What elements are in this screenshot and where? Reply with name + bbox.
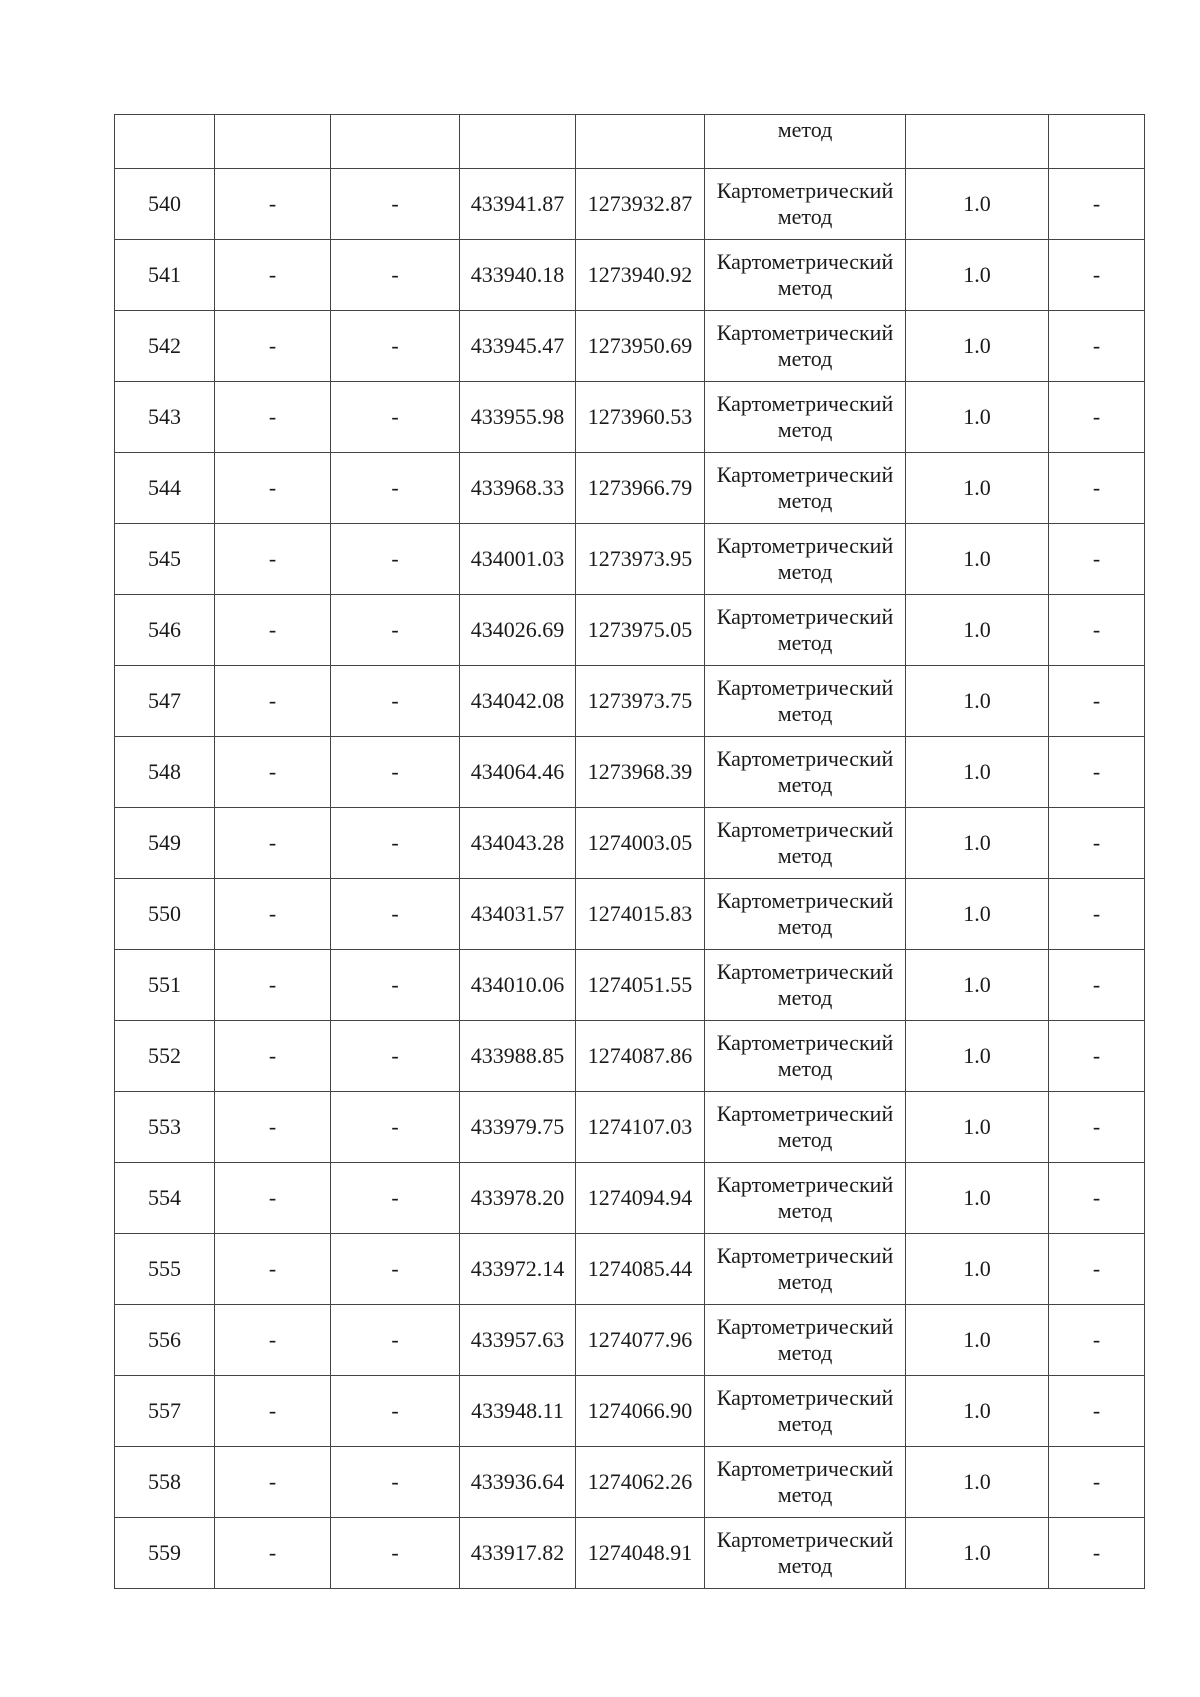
cell-col2: - [215,1518,331,1589]
table-row [115,595,1145,666]
cell-x: 434042.08 [460,666,576,737]
method-line-2: метод [777,488,833,513]
cell-accuracy: 1.0 [906,1163,1049,1234]
cell-col8: - [1049,311,1145,382]
cell-method [705,169,906,240]
cell-point-number: 548 [115,737,215,808]
cell-accuracy [906,115,1049,169]
method-line-1: Картометрический [716,1527,894,1552]
cell-col8: - [1049,524,1145,595]
method-line-1: Картометрический [716,1385,894,1410]
method-line-2: метод [777,1340,833,1365]
cell-col3: - [331,879,460,950]
cell-accuracy: 1.0 [906,666,1049,737]
method-line-1: Картометрический [716,1030,894,1055]
cell-y: 1274066.90 [576,1376,705,1447]
cell-y: 1273968.39 [576,737,705,808]
cell-col2: - [215,1092,331,1163]
cell-point-number: 552 [115,1021,215,1092]
cell-col8: - [1049,382,1145,453]
cell-col3: - [331,1305,460,1376]
cell-point-number: 544 [115,453,215,524]
cell-col2 [215,115,331,169]
cell-col3 [331,115,460,169]
method-line-1: Картометрический [716,604,894,629]
cell-method [705,666,906,737]
cell-method [705,1447,906,1518]
cell-col3: - [331,524,460,595]
cell-point-number: 555 [115,1234,215,1305]
cell-point-number: 553 [115,1092,215,1163]
method-line-2: метод [777,701,833,726]
method-line-1: Картометрический [716,1243,894,1268]
cell-x: 433972.14 [460,1234,576,1305]
cell-x [460,115,576,169]
cell-accuracy: 1.0 [906,382,1049,453]
cell-col3: - [331,1092,460,1163]
cell-accuracy: 1.0 [906,311,1049,382]
cell-y: 1274077.96 [576,1305,705,1376]
cell-col2: - [215,950,331,1021]
cell-col8: - [1049,1447,1145,1518]
method-line-1: Картометрический [716,888,894,913]
cell-col3: - [331,950,460,1021]
cell-col2: - [215,1376,331,1447]
cell-col2: - [215,666,331,737]
method-line-2: метод [777,1482,833,1507]
cell-col8: - [1049,453,1145,524]
cell-col8: - [1049,666,1145,737]
cell-col8 [1049,115,1145,169]
cell-method [705,879,906,950]
method-line-2: метод [777,204,833,229]
cell-method [705,737,906,808]
cell-x: 433936.64 [460,1447,576,1518]
method-line-1: Картометрический [716,959,894,984]
cell-x: 433968.33 [460,453,576,524]
cell-y: 1274085.44 [576,1234,705,1305]
cell-method [705,311,906,382]
cell-accuracy: 1.0 [906,453,1049,524]
cell-y: 1274048.91 [576,1518,705,1589]
method-line-1: Картометрический [716,533,894,558]
cell-col2: - [215,169,331,240]
cell-x: 433988.85 [460,1021,576,1092]
cell-y: 1273932.87 [576,169,705,240]
table-row [115,169,1145,240]
cell-y: 1273966.79 [576,453,705,524]
method-line-2: метод [777,1198,833,1223]
method-line-2: метод [777,1056,833,1081]
cell-y: 1274003.05 [576,808,705,879]
cell-method [705,1021,906,1092]
cell-point-number: 540 [115,169,215,240]
cell-col3: - [331,666,460,737]
method-line-1: Картометрический [716,1314,894,1339]
table-row [115,1305,1145,1376]
cell-accuracy: 1.0 [906,524,1049,595]
cell-col3: - [331,1447,460,1518]
table-row [115,311,1145,382]
cell-col3: - [331,1163,460,1234]
cell-y: 1274062.26 [576,1447,705,1518]
cell-y [576,115,705,169]
cell-accuracy: 1.0 [906,1518,1049,1589]
cell-x: 433978.20 [460,1163,576,1234]
cell-accuracy: 1.0 [906,950,1049,1021]
cell-method [705,1305,906,1376]
cell-col8: - [1049,595,1145,666]
cell-accuracy: 1.0 [906,808,1049,879]
cell-x: 433957.63 [460,1305,576,1376]
table-row [115,1092,1145,1163]
table-row [115,1021,1145,1092]
table-row [115,453,1145,524]
method-line-2: метод [777,1127,833,1152]
cell-method [705,1376,906,1447]
cell-method [705,1092,906,1163]
cell-point-number: 558 [115,1447,215,1518]
cell-col2: - [215,1447,331,1518]
cell-point-number: 542 [115,311,215,382]
cell-col3: - [331,169,460,240]
cell-col2: - [215,240,331,311]
cell-point-number: 550 [115,879,215,950]
cell-method [705,595,906,666]
cell-x: 433941.87 [460,169,576,240]
cell-col2: - [215,1305,331,1376]
method-line-1: Картометрический [716,462,894,487]
cell-y: 1273973.95 [576,524,705,595]
cell-col2: - [215,879,331,950]
cell-accuracy: 1.0 [906,1305,1049,1376]
cell-x: 434043.28 [460,808,576,879]
table-row [115,1447,1145,1518]
table-row [115,524,1145,595]
method-line-2: метод [777,559,833,584]
cell-col3: - [331,1376,460,1447]
cell-point-number: 541 [115,240,215,311]
cell-y: 1274015.83 [576,879,705,950]
cell-col2: - [215,453,331,524]
cell-x: 433945.47 [460,311,576,382]
method-line-1: Картометрический [716,320,894,345]
method-line-1: Картометрический [716,746,894,771]
cell-x: 434026.69 [460,595,576,666]
cell-col8: - [1049,240,1145,311]
table-row [115,950,1145,1021]
method-line-2: метод [777,1411,833,1436]
cell-x: 434010.06 [460,950,576,1021]
cell-col3: - [331,737,460,808]
cell-method [705,950,906,1021]
method-line-2: метод [777,1269,833,1294]
method-line-2: метод [777,630,833,655]
cell-x: 434064.46 [460,737,576,808]
cell-col3: - [331,1021,460,1092]
cell-method [705,240,906,311]
cell-accuracy: 1.0 [906,1021,1049,1092]
cell-y: 1274107.03 [576,1092,705,1163]
cell-point-number: 559 [115,1518,215,1589]
cell-method [705,382,906,453]
method-line-2: метод [777,117,833,142]
method-line-1: Картометрический [716,1172,894,1197]
cell-col8: - [1049,1234,1145,1305]
cell-col8: - [1049,879,1145,950]
cell-col2: - [215,1234,331,1305]
cell-accuracy: 1.0 [906,1092,1049,1163]
table-row [115,737,1145,808]
cell-method [705,808,906,879]
method-line-2: метод [777,346,833,371]
table-row [115,1163,1145,1234]
cell-accuracy: 1.0 [906,595,1049,666]
method-line-2: метод [777,1553,833,1578]
cell-y: 1274051.55 [576,950,705,1021]
cell-col2: - [215,808,331,879]
cell-y: 1274094.94 [576,1163,705,1234]
cell-col3: - [331,311,460,382]
cell-col8: - [1049,169,1145,240]
table-row [115,1518,1145,1589]
cell-col8: - [1049,737,1145,808]
table-row [115,382,1145,453]
method-line-2: метод [777,914,833,939]
cell-y: 1273960.53 [576,382,705,453]
method-line-2: метод [777,275,833,300]
cell-point-number: 549 [115,808,215,879]
cell-method [705,115,906,169]
cell-col8: - [1049,1092,1145,1163]
cell-point-number [115,115,215,169]
cell-point-number: 545 [115,524,215,595]
cell-accuracy: 1.0 [906,737,1049,808]
cell-col8: - [1049,1021,1145,1092]
cell-point-number: 547 [115,666,215,737]
cell-x: 433955.98 [460,382,576,453]
cell-col3: - [331,1518,460,1589]
table-row [115,879,1145,950]
table-row [115,808,1145,879]
cell-col3: - [331,240,460,311]
method-line-1: Картометрический [716,675,894,700]
cell-point-number: 551 [115,950,215,1021]
cell-col2: - [215,595,331,666]
cell-method [705,453,906,524]
method-line-2: метод [777,772,833,797]
method-line-2: метод [777,985,833,1010]
cell-accuracy: 1.0 [906,1447,1049,1518]
cell-col8: - [1049,950,1145,1021]
cell-accuracy: 1.0 [906,1234,1049,1305]
cell-col8: - [1049,1376,1145,1447]
cell-method [705,524,906,595]
method-line-1: Картометрический [716,178,894,203]
cell-y: 1273950.69 [576,311,705,382]
method-line-1: Картометрический [716,249,894,274]
cell-col3: - [331,382,460,453]
cell-accuracy: 1.0 [906,1376,1049,1447]
cell-accuracy: 1.0 [906,879,1049,950]
continuation-row [115,115,1145,169]
table-row [115,240,1145,311]
cell-x: 433979.75 [460,1092,576,1163]
cell-method [705,1518,906,1589]
cell-point-number: 554 [115,1163,215,1234]
cell-col8: - [1049,808,1145,879]
cell-method [705,1163,906,1234]
cell-x: 434001.03 [460,524,576,595]
method-line-1: Картометрический [716,1456,894,1481]
cell-col8: - [1049,1163,1145,1234]
cell-col2: - [215,311,331,382]
cell-x: 433940.18 [460,240,576,311]
table-row [115,1376,1145,1447]
table-body [115,115,1145,1589]
cell-point-number: 543 [115,382,215,453]
cell-accuracy: 1.0 [906,240,1049,311]
cell-x: 433917.82 [460,1518,576,1589]
cell-point-number: 557 [115,1376,215,1447]
cell-accuracy: 1.0 [906,169,1049,240]
cell-y: 1273973.75 [576,666,705,737]
method-line-2: метод [777,843,833,868]
cell-col2: - [215,1021,331,1092]
cell-x: 433948.11 [460,1376,576,1447]
table-row [115,666,1145,737]
method-line-1: Картометрический [716,1101,894,1126]
cell-col3: - [331,1234,460,1305]
cell-point-number: 546 [115,595,215,666]
cell-col3: - [331,453,460,524]
table-row [115,1234,1145,1305]
cell-col2: - [215,1163,331,1234]
cell-col2: - [215,524,331,595]
cell-col3: - [331,808,460,879]
method-line-1: Картометрический [716,391,894,416]
cell-y: 1273940.92 [576,240,705,311]
cell-y: 1273975.05 [576,595,705,666]
cell-col2: - [215,382,331,453]
cell-method [705,1234,906,1305]
cell-col2: - [215,737,331,808]
cell-col8: - [1049,1518,1145,1589]
cell-y: 1274087.86 [576,1021,705,1092]
coordinates-table [114,114,1145,1589]
cell-x: 434031.57 [460,879,576,950]
cell-col3: - [331,595,460,666]
cell-col8: - [1049,1305,1145,1376]
cell-point-number: 556 [115,1305,215,1376]
method-line-2: метод [777,417,833,442]
method-line-1: Картометрический [716,817,894,842]
